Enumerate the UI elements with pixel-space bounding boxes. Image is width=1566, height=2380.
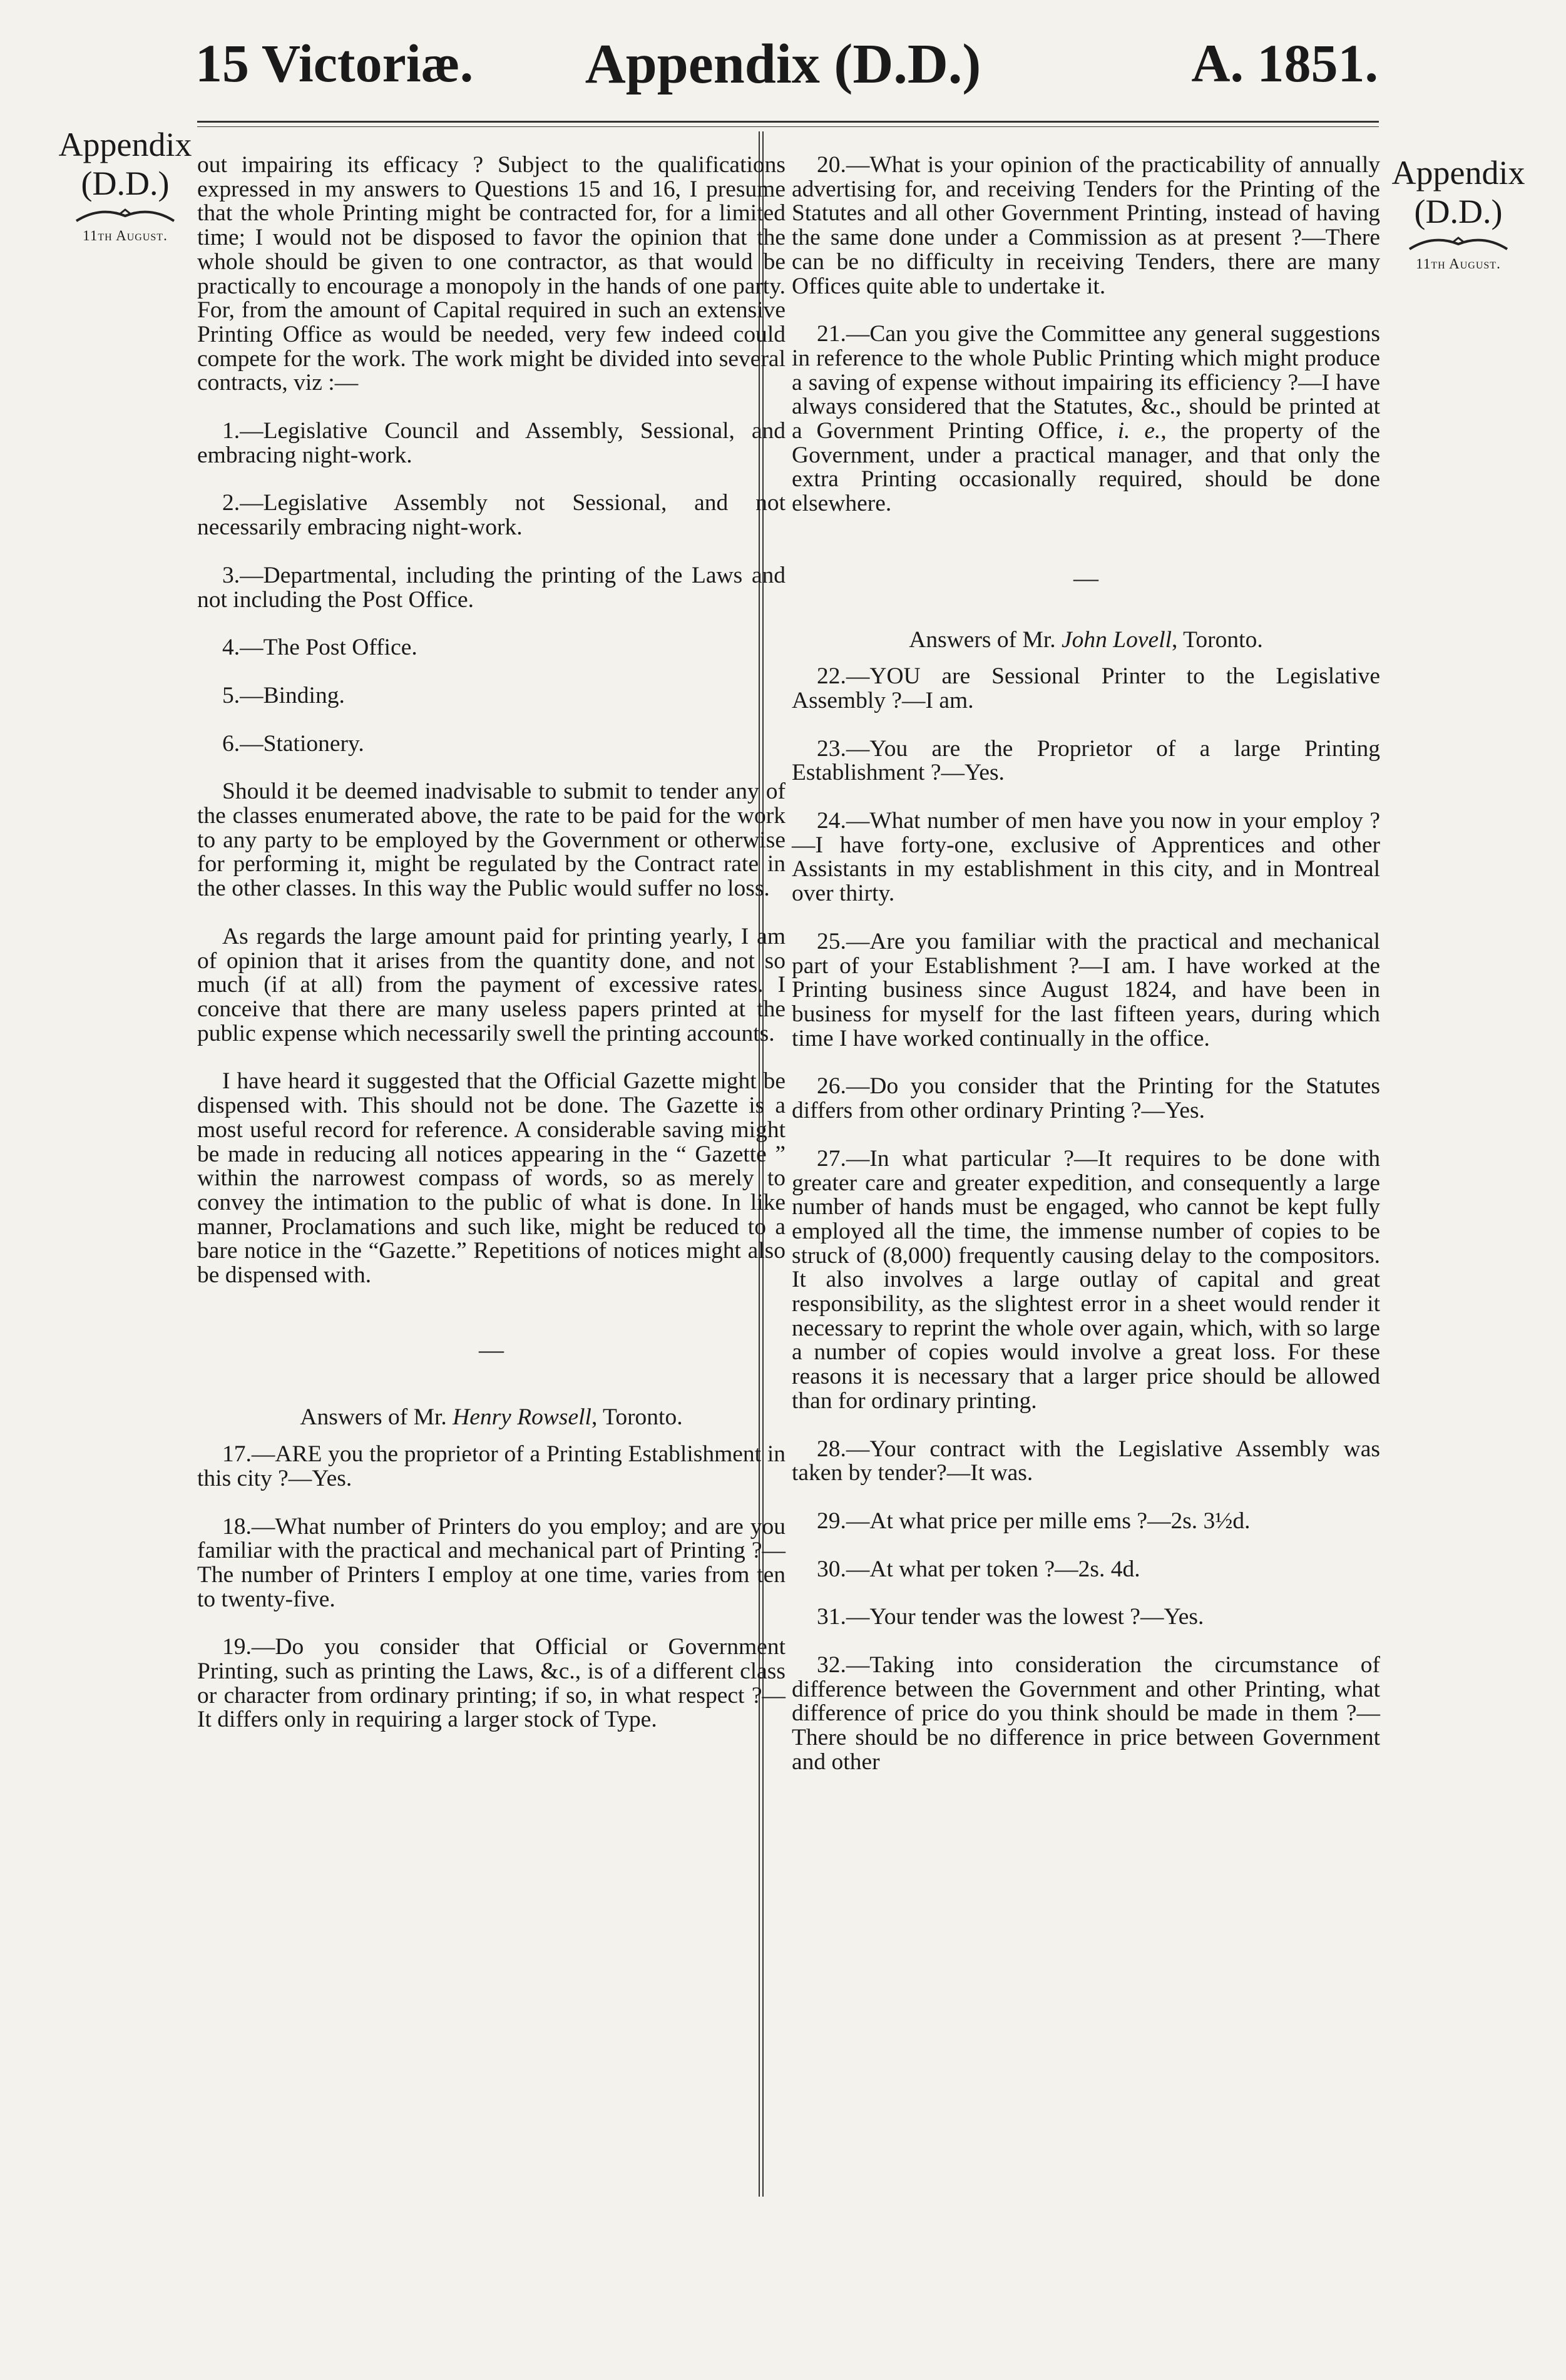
question-text: 21.—Can you give the Committee any general suggestions in reference to the whole Public Printing which might produce a saving of expense without impairing its efficiency ?—I have always considered that the Statutes, &c., should be printed at a Government Printing Office, [792,321,1380,444]
list-item: 1.—Legislative Council and Assembly, Sessional, and embracing night-work. [197,418,786,468]
question-answer: 25.—Are you familiar with the practical and mechanical part of your Establishment ?—I am. I have worked at the Printing business since August 1824, and have been in business for myself for the last fifteen years, during which time I have worked continually in the office. [792,928,1380,1051]
header-year: A. 1851. [1191,33,1378,93]
answers-prefix: Answers of Mr. [300,1404,447,1431]
question-answer: 31.—Your tender was the lowest ?—Yes. [817,1604,1204,1630]
swash-ornament-icon [50,203,200,228]
question-answer: 29.—At what price per mille ems ?—2s. 3½d. [817,1508,1251,1534]
section-dash: — [1073,563,1098,592]
question-answer: 32.—Taking into consideration the circumstance of difference between the Government and other Printing, what difference of price do you think should be made in them ?—There should be no difference in price between Government and other [792,1652,1380,1775]
paragraph: I have heard it suggested that the Official Gazette might be dispensed with. This should not be done. The Gazette is a most useful record for reference. A considerable saving might be made in reducing all notices appearing in the “ Gazette ” within the narrowest compass of words, so as merely to convey the intimation to the public of what is done. In like manner, Proclamations and such like, might be reduced to a bare notice in the “Gazette.” Repetitions of notices might also be dispensed with. [197,1068,786,1289]
section-dash: — [479,1335,504,1364]
list-item: 6.—Stationery. [222,730,364,757]
paragraph: out impairing its efficacy ? Subject to the qualifications expressed in my answers to Questions 15 and 16, I presume that the whole Printing might be contracted for, for a limited time; I would not be disposed to favor the opinion that the whole should be given to one contractor, as that would be practically to encourage a monopoly in the hands of one party. For, from the amount of Capital required in such an extensive Printing Office as would be needed, very few indeed could compete for the work. The work might be divided into several contracts, viz :— [197,152,786,396]
right-column [792,153,1380,1775]
answers-suffix: , Toronto. [591,1404,683,1431]
list-item: 4.—The Post Office. [222,635,417,661]
answers-prefix: Answers of Mr. [909,626,1056,653]
margin-note-right [1383,153,1533,272]
answers-suffix: , Toronto. [1172,626,1263,653]
margin-date: 11th August. [83,228,168,243]
question-answer: 17.—ARE you the proprietor of a Printing Establishment in this city ?—Yes. [197,1441,786,1491]
question-answer: 19.—Do you consider that Official or Government Printing, such as printing the Laws, &c., is of a different class or character from ordinary printing; if so, in what respect ?—It differs only in requiring a larger stock of Type. [197,1634,786,1733]
swash-ornament-icon [1383,231,1533,256]
header-session: 15 Victoriæ. [195,33,474,93]
question-answer: 30.—At what per token ?—2s. 4d. [817,1556,1140,1582]
header-rule-thin [197,126,1379,127]
header-rule [197,121,1379,123]
question-answer: 22.—YOU are Sessional Printer to the Legislative Assembly ?—I am. [792,663,1380,713]
margin-title-line1: Appendix [58,126,192,163]
question-answer [792,322,1380,516]
margin-title-line2: (D.D.) [81,165,170,202]
question-answer: 24.—What number of men have you now in your employ ?—I have forty-one, exclusive of Apprentices and other Assistants in my establishment in this city, and in Montreal over thirty. [792,808,1380,907]
paragraph: As regards the large amount paid for printing yearly, I am of opinion that it arises from the quantity done, and not so much (if at all) from the payment of excessive rates. I conceive that there are many useless papers printed at the public expense which necessarily swell the printing accounts. [197,923,786,1046]
question-text: , the property of the Government, under a practical manager, and that only the extra Printing occasionally required, should be done elsewhere. [792,418,1381,517]
list-item: 3.—Departmental, including the printing of the Laws and not including the Post Office. [197,562,786,613]
header-title: Appendix (D.D.) [585,33,981,95]
respondent-name: Henry Rowsell [453,1404,591,1431]
question-answer: 27.—In what particular ?—It requires to be done with greater care and greater expedition, and consequently a large number of hands must be engaged, who cannot be kept fully employed all the time, the immense number of copies to be struck of (8,000) frequently causing delay to the compositors. It also involves a large outlay of capital and great responsibility, as the slightest error in a sheet would render it necessary to reprint the whole over again, which, with so large a number of copies would involve a great loss. For these reasons it is necessary that a larger price should be allowed than for ordinary printing. [792,1145,1380,1414]
margin-title-line2: (D.D.) [1414,193,1503,230]
question-answer: 23.—You are the Proprietor of a large Printing Establishment ?—Yes. [792,735,1380,786]
left-column [197,153,786,1732]
margin-note-left [50,125,200,244]
paragraph: Should it be deemed inadvisable to submit to tender any of the classes enumerated above, the rate to be paid for the work to any party to be employed by the Government or otherwise for performing it, might be regulated by the Contract rate in the other classes. In this way the Public would suffer no loss. [197,779,786,902]
question-answer: 18.—What number of Printers do you employ; and are you familiar with the practical and mechanical part of Printing ?—The number of Printers I employ at one time, varies from ten to twenty-five. [197,1513,786,1612]
list-item: 5.—Binding. [222,682,345,708]
margin-title-line1: Appendix [1391,154,1525,192]
respondent-name: John Lovell [1062,626,1172,653]
question-answer: 20.—What is your opinion of the practicability of annually advertising for, and receiving Tenders for the Printing of the Statutes and all other Government Printing, instead of having the same done under a Commission as at present ?—There can be no difficulty in receiving Tenders, there are many Offices quite able to undertake it. [792,152,1380,299]
question-answer: 26.—Do you consider that the Printing for the Statutes differs from other ordinary Printing ?—Yes. [792,1073,1380,1124]
abbrev-ie: i. e. [1117,418,1161,444]
answers-heading [197,1406,786,1430]
question-answer: 28.—Your contract with the Legislative Assembly was taken by tender?—It was. [792,1436,1380,1486]
list-item: 2.—Legislative Assembly not Sessional, and not necessarily embracing night-work. [197,490,786,541]
margin-date: 11th August. [1416,256,1501,272]
answers-heading [792,628,1380,653]
